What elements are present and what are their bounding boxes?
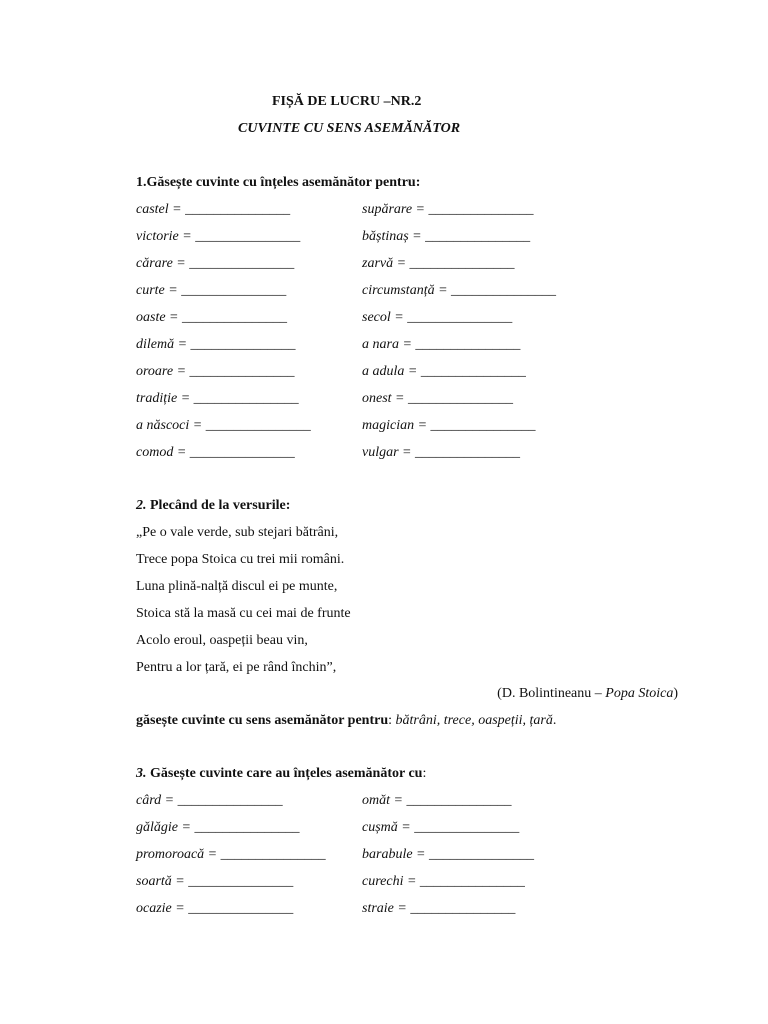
section1-heading: 1.Găsește cuvinte cu înțeles asemănător pentru: [136, 175, 421, 190]
section2-heading-number: 2. [136, 498, 147, 513]
section1-right-item: magician = _______________ [362, 418, 536, 433]
page-subtitle: CUVINTE CU SENS ASEMĂNĂTOR [238, 121, 461, 136]
section2-task-instruction: găsește cuvinte cu sens asemănător pentru [136, 713, 389, 728]
section3-heading [136, 766, 426, 782]
section1-right-item: secol = _______________ [362, 310, 513, 325]
section2-task [136, 713, 556, 729]
section1-right-item: onest = _______________ [362, 391, 513, 406]
section1-left-item: curte = _______________ [136, 283, 287, 298]
section1-left-item: victorie = _______________ [136, 229, 301, 244]
source-title: Popa Stoica [605, 686, 674, 701]
section3-right-item: straie = _______________ [362, 901, 516, 916]
section2-task-words: bătrâni, trece, oaspeții, țară [395, 713, 553, 728]
source-prefix: (D. Bolintineanu – [497, 686, 606, 701]
section1-left-item: castel = _______________ [136, 202, 291, 217]
section3-left-item: gălăgie = _______________ [136, 820, 300, 835]
section3-right-item: omăt = _______________ [362, 793, 512, 808]
section3-left-item: promoroacă = _______________ [136, 847, 326, 862]
section1-right-item: a nara = _______________ [362, 337, 521, 352]
page-title: FIȘĂ DE LUCRU –NR.2 [272, 94, 422, 109]
verse-source [497, 686, 678, 702]
section3-right-item: cușmă = _______________ [362, 820, 520, 835]
section1-right-item: băștinaș = _______________ [362, 229, 531, 244]
section3-heading-text: Găsește cuvinte care au înțeles asemănător cu [146, 766, 423, 781]
verse-line: Luna plină-nalță discul ei pe munte, [136, 579, 338, 594]
verse-line: „Pe o vale verde, sub stejari bătrâni, [136, 525, 339, 540]
section1-right-item: a adula = _______________ [362, 364, 526, 379]
section2-heading [136, 498, 290, 514]
section1-right-item: vulgar = _______________ [362, 445, 520, 460]
section1-left-item: cărare = _______________ [136, 256, 295, 271]
section3-heading-number: 3. [136, 766, 147, 781]
section3-left-item: cârd = _______________ [136, 793, 283, 808]
section3-right-item: curechi = _______________ [362, 874, 525, 889]
source-suffix: ) [673, 686, 678, 701]
section1-right-item: supărare = _______________ [362, 202, 534, 217]
section3-left-item: ocazie = _______________ [136, 901, 294, 916]
verse-line: Pentru a lor țară, ei pe rând închin”, [136, 660, 337, 675]
section3-left-item: soartă = _______________ [136, 874, 294, 889]
verse-line: Trece popa Stoica cu trei mii români. [136, 552, 345, 567]
verse-line: Stoica stă la masă cu cei mai de frunte [136, 606, 351, 621]
section2-task-colon: : [388, 713, 396, 728]
verse-line: Acolo eroul, oaspeții beau vin, [136, 633, 308, 648]
section3-right-item: barabule = _______________ [362, 847, 534, 862]
section1-left-item: tradiție = _______________ [136, 391, 299, 406]
section1-left-item: oroare = _______________ [136, 364, 295, 379]
section1-left-item: comod = _______________ [136, 445, 295, 460]
section1-left-item: oaste = _______________ [136, 310, 287, 325]
section2-heading-text: Plecând de la versurile: [146, 498, 291, 513]
section1-left-item: dilemă = _______________ [136, 337, 296, 352]
section1-right-item: circumstanță = _______________ [362, 283, 557, 298]
section3-heading-colon: : [422, 766, 427, 781]
section1-right-item: zarvă = _______________ [362, 256, 515, 271]
section2-task-end: . [552, 713, 557, 728]
section1-left-item: a născoci = _______________ [136, 418, 311, 433]
